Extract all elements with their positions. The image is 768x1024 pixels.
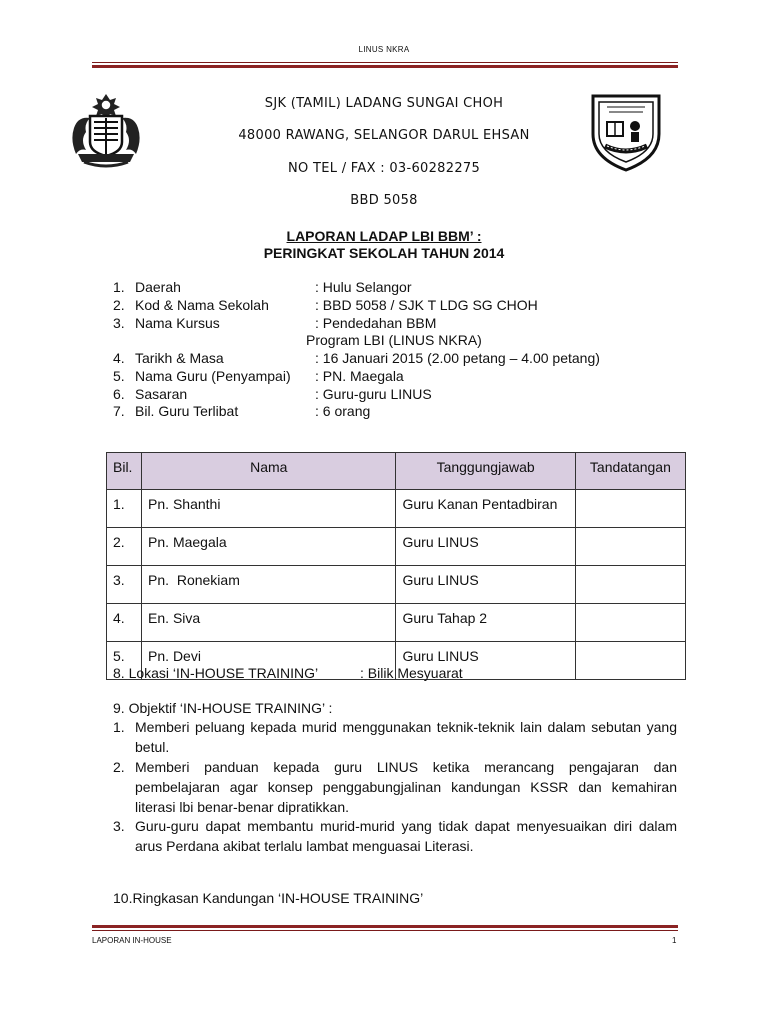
table-row <box>107 490 686 528</box>
cell-bil: 3. <box>107 566 142 604</box>
school-code: BBD 5058 <box>350 193 418 208</box>
table-header-row <box>107 453 686 490</box>
footer-rule-thin <box>92 930 678 931</box>
objektif-item <box>113 717 677 757</box>
cell-nama: Pn. Devi <box>142 642 396 680</box>
cell-nama: Pn. Shanthi <box>142 490 396 528</box>
footer-title: LAPORAN IN-HOUSE <box>92 936 172 945</box>
info-value: : Guru-guru LINUS <box>315 386 432 402</box>
info-num: 3. <box>113 315 125 331</box>
footer-rule-thick <box>92 925 678 928</box>
table-row <box>107 528 686 566</box>
report-title-text: LAPORAN LADAP LBI BBM’ : <box>286 228 482 244</box>
info-label: Nama Guru (Penyampai) <box>135 368 291 384</box>
school-phone: NO TEL / FAX : 03-60282275 <box>287 161 481 176</box>
col-header-tandatangan: Tandatangan <box>575 453 685 490</box>
info-label: Daerah <box>135 279 181 295</box>
info-row <box>113 368 404 384</box>
cell-nama: En. Siva <box>142 604 396 642</box>
info-label: Kod & Nama Sekolah <box>135 297 269 313</box>
info-num: 1. <box>113 279 125 295</box>
info-num: 7. <box>113 403 125 419</box>
report-title-line1 <box>0 228 768 244</box>
cell-tanggungjawab: Guru Tahap 2 <box>396 604 575 642</box>
table-row <box>107 566 686 604</box>
info-num: 6. <box>113 386 125 402</box>
info-label: Sasaran <box>135 386 188 402</box>
staff-table <box>106 452 686 680</box>
objektif-item-num: 3. <box>113 818 125 834</box>
table-row <box>107 604 686 642</box>
info-value: : Pendedahan BBM <box>315 315 437 331</box>
objektif-item-text: Guru-guru dapat membantu murid-murid yang tidak dapat menyesuaikan diri dalam arus Perdana akibat terlalu lambat menguasai Literasi. <box>135 818 677 854</box>
cell-tanggungjawab: Guru Kanan Pentadbiran <box>396 490 575 528</box>
cell-tandatangan <box>575 642 685 680</box>
col-header-tanggungjawab: Tanggungjawab <box>396 453 575 490</box>
cell-tandatangan <box>575 566 685 604</box>
info-num: 2. <box>113 297 125 313</box>
objektif-item-text: Memberi panduan kepada guru LINUS ketika merancang pengajaran dan pembelajaran agar konsep penggabungjalinan kandungan KSSR dan kemahiran literasi lbi benar-benar dipratikkan. <box>135 759 677 815</box>
report-title-line2: PERINGKAT SEKOLAH TAHUN 2014 <box>263 245 505 261</box>
lokasi-value: : Bilik Mesyuarat <box>360 665 463 681</box>
ringkasan-heading: 10.Ringkasan Kandungan ‘IN-HOUSE TRAINING’ <box>113 890 424 906</box>
info-label: Nama Kursus <box>135 315 220 331</box>
info-row <box>113 403 370 419</box>
cell-tanggungjawab: Guru LINUS <box>396 642 575 680</box>
page-header-title: LINUS NKRA <box>358 45 410 54</box>
cell-nama: Pn. Maegala <box>142 528 396 566</box>
objektif-heading: 9. Objektif ‘IN-HOUSE TRAINING’ : <box>113 700 333 716</box>
info-row-continued <box>306 332 482 348</box>
info-num: 4. <box>113 350 125 366</box>
lokasi-label: 8. Lokasi ‘IN-HOUSE TRAINING’ <box>113 665 319 681</box>
cell-tanggungjawab: Guru LINUS <box>396 566 575 604</box>
info-row <box>113 279 412 295</box>
cell-bil: 1. <box>107 490 142 528</box>
objektif-item-num: 2. <box>113 759 125 775</box>
info-value: : PN. Maegala <box>315 368 404 384</box>
cell-tanggungjawab: Guru LINUS <box>396 528 575 566</box>
info-row <box>113 315 436 331</box>
objektif-item-num: 1. <box>113 719 125 735</box>
cell-bil: 4. <box>107 604 142 642</box>
info-row <box>113 297 538 313</box>
info-row <box>113 350 600 366</box>
footer-page-number: 1 <box>672 936 677 945</box>
objektif-item <box>113 816 677 856</box>
info-row <box>113 386 432 402</box>
info-value: : 6 orang <box>315 403 371 419</box>
school-name: SJK (TAMIL) LADANG SUNGAI CHOH <box>264 96 504 111</box>
cell-bil: 2. <box>107 528 142 566</box>
info-value: : 16 Januari 2015 (2.00 petang – 4.00 petang) <box>315 350 600 366</box>
info-num: 5. <box>113 368 125 384</box>
info-value: : BBD 5058 / SJK T LDG SG CHOH <box>315 297 538 313</box>
objektif-item-text: Memberi peluang kepada murid menggunakan teknik-teknik lain dalam sebutan yang betul. <box>135 719 677 755</box>
info-value: : Hulu Selangor <box>315 279 412 295</box>
info-value: Program LBI (LINUS NKRA) <box>306 332 482 348</box>
header-rule-thin <box>92 62 678 63</box>
objektif-item <box>113 757 677 817</box>
info-label: Tarikh & Masa <box>135 350 224 366</box>
col-header-nama: Nama <box>142 453 396 490</box>
cell-tandatangan <box>575 528 685 566</box>
info-label: Bil. Guru Terlibat <box>135 403 239 419</box>
col-header-bil: Bil. <box>107 453 142 490</box>
cell-tandatangan <box>575 604 685 642</box>
school-address: 48000 RAWANG, SELANGOR DARUL EHSAN <box>238 128 530 143</box>
cell-tandatangan <box>575 490 685 528</box>
cell-nama: Pn. Ronekiam <box>142 566 396 604</box>
cell-bil: 5. <box>107 642 142 680</box>
header-rule-thick <box>92 65 678 68</box>
